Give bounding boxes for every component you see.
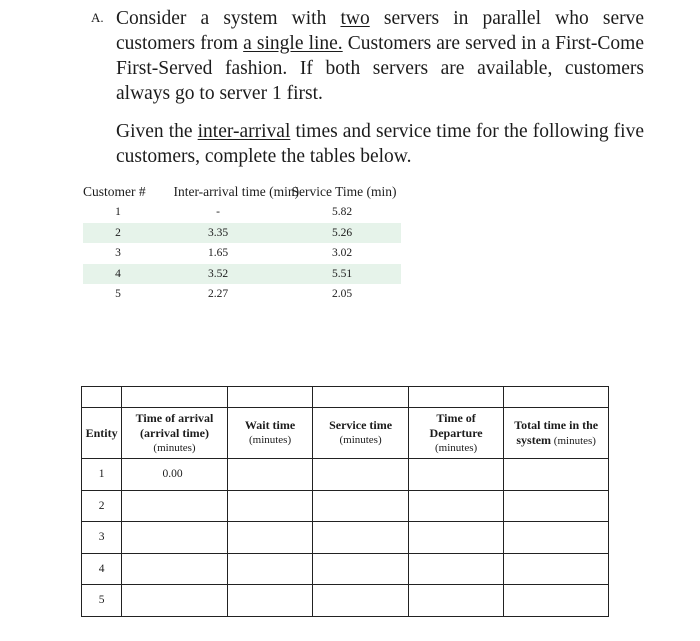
para1-text-3: Customers are served in a First-Come First-Served fashion. If both servers are available, customers always go to server 1 first. (116, 33, 644, 104)
cell-arrival-time[interactable] (122, 522, 228, 554)
data-row-4 (83, 264, 401, 285)
header-wait (227, 408, 312, 459)
cell-entity: 5 (82, 585, 122, 617)
cell-customer: 1 (115, 206, 121, 219)
header-departure-line1: Time of (436, 410, 476, 425)
cell-total-time[interactable] (504, 522, 609, 554)
header-wait-label: Wait time (244, 418, 296, 432)
customer-data-table (83, 182, 401, 305)
para2-text-1: Given the (116, 121, 198, 142)
header-service-time: Service Time (min) (291, 184, 397, 199)
cell-service-time[interactable] (313, 553, 409, 585)
data-row-5 (83, 284, 401, 305)
cell-wait-time[interactable] (227, 522, 312, 554)
header-entity (82, 408, 122, 459)
para2-underline-inter-arrival: inter-arrival (197, 121, 291, 142)
para1-underline-two: two (340, 8, 370, 29)
cell-entity: 4 (82, 553, 122, 585)
cell-customer: 2 (115, 226, 121, 239)
header-total-units: (minutes) (551, 434, 596, 447)
blank-cell (313, 387, 409, 408)
header-arrival-line1: Time of arrival (135, 410, 214, 425)
cell-total-time[interactable] (504, 585, 609, 617)
cell-service-time[interactable] (313, 490, 409, 522)
cell-service: 2.05 (331, 288, 353, 301)
para1-text-1: Consider a system with (116, 8, 341, 29)
cell-wait-time[interactable] (227, 585, 312, 617)
cell-entity: 1 (82, 459, 122, 491)
data-row-2 (83, 223, 401, 244)
results-top-row (82, 387, 609, 408)
header-wait-units: (minutes) (248, 434, 292, 446)
header-departure (408, 408, 504, 459)
header-departure-line2: Departure (429, 425, 483, 440)
data-table-header (83, 182, 401, 202)
cell-customer: 3 (115, 247, 121, 260)
header-service-units: (minutes) (339, 434, 382, 446)
cell-departure-time[interactable] (408, 459, 504, 491)
part-marker: A. (91, 10, 104, 25)
header-total-line1: Total time in the (514, 417, 599, 432)
problem-paragraph-1 (116, 6, 644, 106)
cell-arrival-time[interactable]: 0.00 (122, 459, 228, 491)
cell-inter-arrival: 1.65 (207, 247, 229, 260)
results-header-row (82, 408, 609, 459)
para1-underline-single-line: a single line. (243, 33, 343, 54)
cell-total-time[interactable] (504, 459, 609, 491)
cell-arrival-time[interactable] (122, 553, 228, 585)
header-customer: Customer # (83, 184, 146, 199)
cell-wait-time[interactable] (227, 490, 312, 522)
cell-wait-time[interactable] (227, 459, 312, 491)
cell-customer: 4 (115, 267, 121, 280)
cell-service-time[interactable] (313, 522, 409, 554)
para1-text-2: servers in parallel who serve customers from (116, 8, 644, 54)
header-service-label: Service time (329, 418, 393, 432)
cell-total-time[interactable] (504, 490, 609, 522)
results-row-2 (82, 490, 609, 522)
data-row-1 (83, 202, 401, 223)
cell-departure-time[interactable] (408, 553, 504, 585)
header-arrival-units: (minutes) (153, 441, 196, 454)
cell-service: 5.82 (331, 206, 353, 219)
header-departure-units: (minutes) (435, 441, 478, 454)
cell-service: 3.02 (331, 247, 353, 260)
cell-inter-arrival: 3.52 (207, 267, 229, 280)
header-service (313, 408, 409, 459)
header-arrival (122, 408, 228, 459)
header-arrival-line2: (arrival time) (140, 425, 209, 440)
results-row-5 (82, 585, 609, 617)
cell-departure-time[interactable] (408, 585, 504, 617)
cell-inter-arrival: 3.35 (207, 226, 229, 239)
cell-wait-time[interactable] (227, 553, 312, 585)
cell-departure-time[interactable] (408, 490, 504, 522)
cell-service: 5.51 (331, 267, 353, 280)
header-entity-label: Entity (85, 425, 118, 440)
cell-arrival-time[interactable] (122, 585, 228, 617)
cell-service: 5.26 (331, 226, 353, 239)
blank-cell (122, 387, 228, 408)
cell-total-time[interactable] (504, 553, 609, 585)
blank-cell (82, 387, 122, 408)
results-table (81, 386, 609, 617)
problem-paragraph-2 (116, 119, 644, 169)
cell-entity: 2 (82, 490, 122, 522)
para2-text-2: times and service time for the following five customers, complete the tables below. (116, 121, 644, 167)
header-total-line2: system (516, 432, 552, 447)
cell-service-time[interactable] (313, 459, 409, 491)
results-row-1 (82, 459, 609, 491)
blank-cell (227, 387, 312, 408)
cell-departure-time[interactable] (408, 522, 504, 554)
results-row-3 (82, 522, 609, 554)
data-row-3 (83, 243, 401, 264)
header-total (504, 408, 609, 459)
cell-arrival-time[interactable] (122, 490, 228, 522)
cell-inter-arrival: - (216, 206, 220, 219)
results-row-4 (82, 553, 609, 585)
blank-cell (504, 387, 609, 408)
cell-service-time[interactable] (313, 585, 409, 617)
cell-inter-arrival: 2.27 (207, 288, 229, 301)
blank-cell (408, 387, 504, 408)
cell-customer: 5 (115, 288, 121, 301)
cell-entity: 3 (82, 522, 122, 554)
header-inter-arrival: Inter-arrival time (min) (173, 184, 300, 199)
